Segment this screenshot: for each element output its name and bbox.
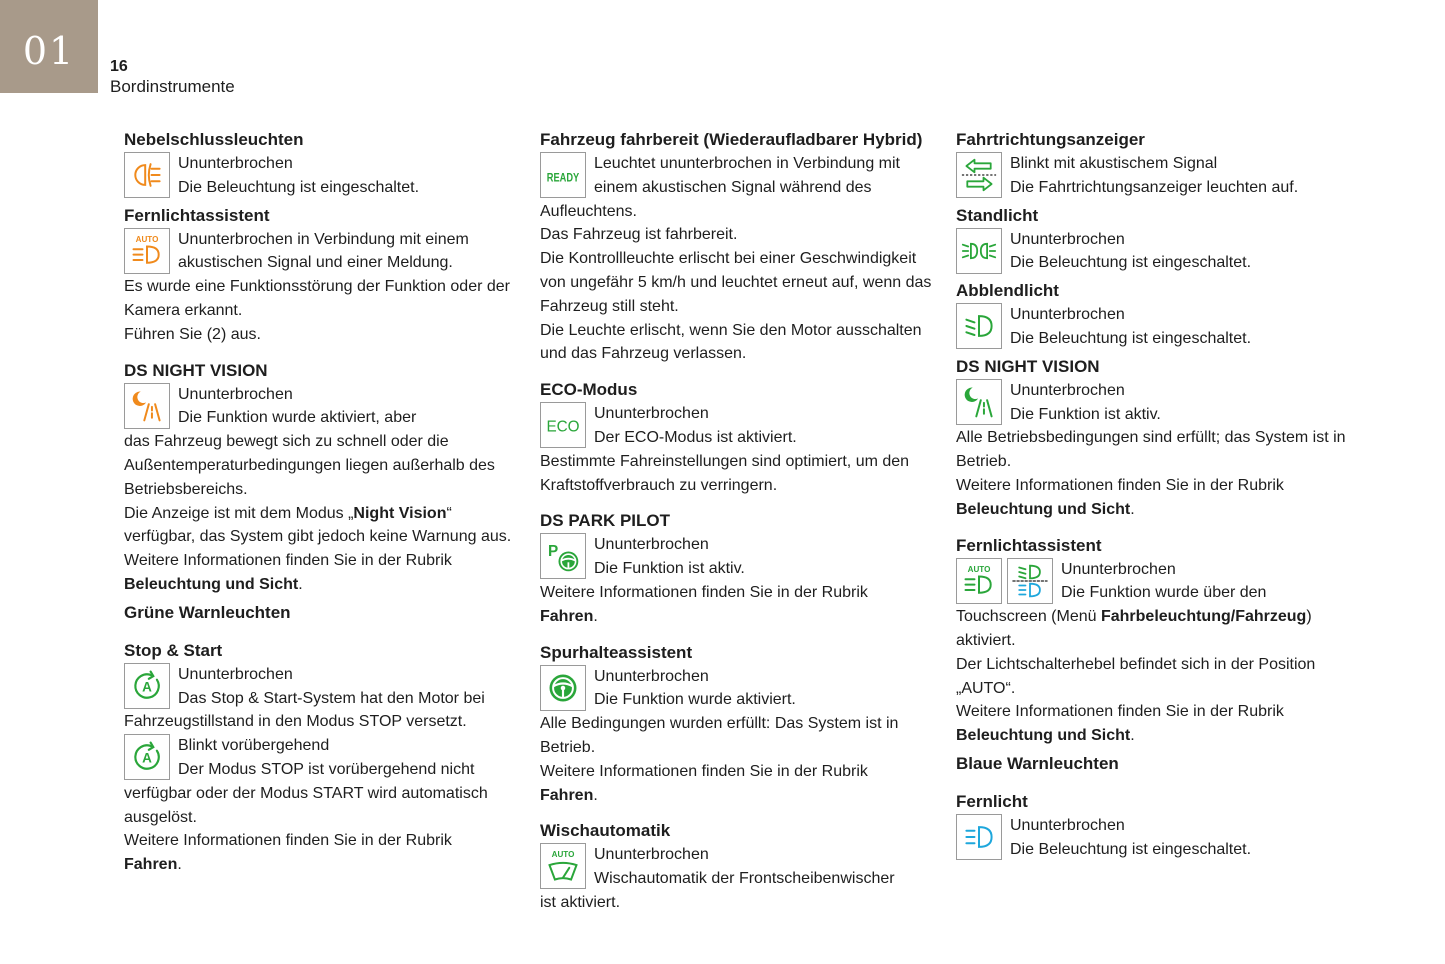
description-text: einem akustischen Signal während des	[594, 178, 872, 196]
auto-wiper-icon	[540, 843, 586, 889]
section-title: Fahrtrichtungsanzeiger	[956, 130, 1145, 149]
auto-high-beam-icon	[956, 558, 1002, 604]
status-text: Ununterbrochen	[1010, 230, 1125, 248]
section-title: Fernlicht	[956, 791, 1028, 811]
icon-label: READY	[546, 171, 580, 185]
page-section-title: Bordinstrumente	[110, 77, 235, 96]
status-text: Ununterbrochen	[594, 667, 709, 685]
section-title: ECO-Modus	[540, 380, 638, 400]
icon-label: AUTO	[135, 234, 159, 244]
status-text: Ununterbrochen	[594, 846, 709, 864]
side-lights-icon	[956, 228, 1002, 274]
status-text: Blinkt vorübergehend	[178, 737, 330, 755]
paragraph: Alle Betriebsbedingungen sind erfüllt; das System ist in Betrieb.	[956, 429, 1346, 471]
paragraph: Die Anzeige ist mit dem Modus „Night Vision“ verfügbar, das System gibt jedoch keine Warnung aus.	[124, 504, 512, 546]
turn-signal-icon	[956, 152, 1002, 198]
auto-high-beam-icon	[124, 228, 170, 274]
cross-reference: Fahren.	[540, 786, 598, 804]
stop-start-icon	[124, 663, 170, 709]
description-text: Wischautomatik der Frontscheibenwischer	[594, 870, 895, 888]
section-night-vision-active	[956, 355, 1348, 522]
night-vision-icon	[956, 379, 1002, 425]
status-text: Leuchtet ununterbrochen in Verbindung mit	[594, 155, 900, 172]
paragraph: Weitere Informationen finden Sie in der Rubrik	[956, 703, 1284, 721]
section-park-pilot	[540, 509, 932, 628]
cross-reference-link: Fahren	[124, 856, 178, 874]
paragraph: Bestimmte Fahreinstellungen sind optimiert, um den Kraftstoffverbrauch zu verringern.	[540, 452, 910, 494]
section-title: Fahrzeug fahrbereit (Wiederaufladbarer Hybrid)	[540, 130, 923, 149]
paragraph: ist aktiviert.	[540, 893, 621, 911]
paragraph: Das Fahrzeug ist fahrbereit.	[540, 226, 738, 244]
chapter-tab	[0, 0, 98, 93]
status-text: Ununterbrochen	[1061, 560, 1176, 578]
paragraph: Weitere Informationen finden Sie in der Rubrik	[124, 832, 452, 850]
paragraph: Weitere Informationen finden Sie in der Rubrik	[124, 552, 452, 570]
beam-switch-icon	[1007, 558, 1053, 604]
status-text: Ununterbrochen in Verbindung mit einem	[178, 230, 469, 248]
blue-warning-lights-heading: Blaue Warnleuchten	[956, 753, 1119, 773]
description-text: Die Beleuchtung ist eingeschaltet.	[1010, 329, 1252, 347]
paragraph: Touchscreen (Menü Fahrbeleuchtung/Fahrzeug) aktiviert.	[956, 608, 1312, 649]
paragraph: Weitere Informationen finden Sie in der Rubrik	[540, 762, 868, 780]
section-dipped-beam	[956, 279, 1348, 351]
paragraph: Die Leuchte erlischt, wenn Sie den Motor ausschalten und das Fahrzeug verlassen.	[540, 321, 922, 363]
paragraph: Weitere Informationen finden Sie in der Rubrik	[540, 583, 868, 601]
description-text: Die Funktion wurde aktiviert, aber	[178, 409, 417, 427]
cross-reference: Beleuchtung und Sicht.	[956, 500, 1135, 518]
status-text: Ununterbrochen	[178, 665, 293, 683]
description-text: Die Beleuchtung ist eingeschaltet.	[178, 178, 420, 196]
icon-label: AUTO	[551, 850, 575, 860]
description-text: Das Stop & Start-System hat den Motor bei	[178, 689, 485, 707]
section-title: Fernlichtassistent	[956, 535, 1102, 555]
description-text: Die Funktion wurde aktiviert.	[594, 691, 796, 709]
section-stop-start	[124, 639, 516, 877]
description-text: Der ECO-Modus ist aktiviert.	[594, 428, 797, 446]
cross-reference-link: Beleuchtung und Sicht	[124, 575, 299, 593]
paragraph: Alle Bedingungen wurden erfüllt: Das System ist in Betrieb.	[540, 715, 899, 756]
cross-reference-link: Fahren	[540, 786, 594, 804]
paragraph: verfügbar oder der Modus START wird automatisch ausgelöst.	[124, 784, 488, 826]
paragraph: Führen Sie (2) aus.	[124, 325, 261, 343]
column-middle	[540, 126, 932, 919]
section-vehicle-ready	[540, 128, 932, 366]
page-number: 16	[110, 58, 128, 75]
status-text: Blinkt mit akustischem Signal	[1010, 155, 1218, 172]
paragraph: Es wurde eine Funktionsstörung der Funktion oder der Kamera erkannt.	[124, 278, 510, 319]
section-title: DS NIGHT VISION	[956, 356, 1100, 376]
section-title: DS NIGHT VISION	[124, 360, 268, 380]
section-title: Wischautomatik	[540, 821, 671, 841]
section-title: Stop & Start	[124, 640, 223, 660]
section-eco-mode	[540, 378, 932, 497]
section-title: Abblendlicht	[956, 281, 1059, 301]
night-vision-icon	[124, 383, 170, 429]
description-text: Die Fahrtrichtungsanzeiger leuchten auf.	[1010, 178, 1299, 196]
section-title: Spurhalteassistent	[540, 642, 693, 662]
description-text: Die Beleuchtung ist eingeschaltet.	[1010, 254, 1252, 272]
paragraph: Die Kontrollleuchte erlischt bei einer Geschwindigkeit von ungefähr 5 km/h und leuchtet erneut auf, wenn das Fahrzeug still steht.	[540, 250, 932, 315]
description-text: Die Funktion wurde über den	[1061, 584, 1267, 602]
steering-wheel-icon	[540, 665, 586, 711]
description-text: Der Modus STOP ist vorübergehend nicht	[178, 760, 475, 778]
paragraph: Weitere Informationen finden Sie in der Rubrik	[956, 476, 1284, 494]
section-rear-fog-lamps	[124, 128, 516, 200]
section-title: Fernlichtassistent	[124, 205, 270, 225]
section-side-lights	[956, 204, 1348, 276]
icon-label: A	[142, 679, 152, 695]
section-high-beam-assist	[124, 204, 516, 347]
dipped-beam-icon	[956, 303, 1002, 349]
cross-reference-link: Beleuchtung und Sicht	[956, 500, 1131, 518]
icon-label: AUTO	[967, 564, 991, 574]
section-automatic-wipers	[540, 819, 932, 914]
icon-label: ECO	[546, 418, 580, 436]
section-title: Nebelschlussleuchten	[124, 130, 304, 149]
rear-fog-lamp-icon	[124, 152, 170, 198]
cross-reference: Fahren.	[124, 856, 182, 874]
green-warning-lights-heading: Grüne Warnleuchten	[124, 602, 291, 622]
cross-reference: Beleuchtung und Sicht.	[124, 575, 303, 593]
cross-reference: Fahren.	[540, 607, 598, 625]
status-text: Ununterbrochen	[1010, 381, 1125, 399]
paragraph: Aufleuchtens.	[540, 202, 637, 220]
section-turn-signals	[956, 128, 1348, 200]
ready-icon	[540, 152, 586, 198]
section-title: Standlicht	[956, 205, 1039, 225]
cross-reference-link: Fahren	[540, 607, 594, 625]
status-text: Ununterbrochen	[1010, 816, 1125, 834]
column-left	[124, 126, 516, 881]
description-text: Die Beleuchtung ist eingeschaltet.	[1010, 840, 1252, 858]
description-text: akustischen Signal und einer Meldung.	[178, 254, 453, 272]
cross-reference: Beleuchtung und Sicht.	[956, 727, 1135, 745]
section-title: DS PARK PILOT	[540, 511, 671, 531]
description-text: Die Funktion ist aktiv.	[594, 560, 745, 578]
park-pilot-icon	[540, 533, 586, 579]
description-text: Die Funktion ist aktiv.	[1010, 405, 1161, 423]
status-text: Ununterbrochen	[594, 405, 709, 423]
paragraph: Der Lichtschalterhebel befindet sich in der Position „AUTO“.	[956, 655, 1316, 697]
main-beam-icon	[956, 814, 1002, 860]
icon-label: A	[142, 750, 152, 766]
column-right	[956, 126, 1348, 866]
cross-reference-link: Beleuchtung und Sicht	[956, 727, 1131, 745]
status-text: Ununterbrochen	[1010, 306, 1125, 324]
section-high-beam-assist-active	[956, 534, 1348, 748]
stop-start-icon	[124, 734, 170, 780]
section-night-vision-warning	[124, 359, 516, 597]
eco-icon	[540, 402, 586, 448]
icon-label: P	[547, 543, 559, 561]
paragraph: das Fahrzeug bewegt sich zu schnell oder die Außentemperaturbedingungen liegen außerhalb des Betriebsbereichs.	[124, 433, 495, 498]
section-main-beam	[956, 790, 1348, 862]
status-text: Ununterbrochen	[594, 536, 709, 554]
status-text: Ununterbrochen	[178, 155, 293, 172]
section-lane-keeping-assist	[540, 641, 932, 808]
chapter-number: 01	[22, 28, 76, 73]
status-text: Ununterbrochen	[178, 385, 293, 403]
paragraph: Fahrzeugstillstand in den Modus STOP versetzt.	[124, 713, 467, 731]
